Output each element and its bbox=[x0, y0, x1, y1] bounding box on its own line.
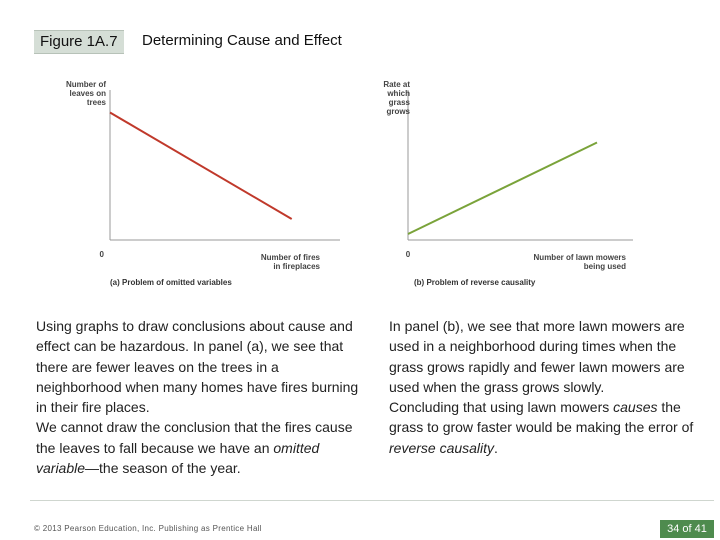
y-label-1: Number of bbox=[66, 80, 106, 89]
left-paragraph-1: Using graphs to draw conclusions about cause and effect can be hazardous. In panel (a), we see that there are fewer leaves on the trees in a neighborhood when many homes have fires burning in their fire places. bbox=[36, 318, 359, 416]
series-line-0 bbox=[408, 143, 597, 235]
right-p2-emphasis-2: reverse causality bbox=[389, 439, 495, 456]
chart-panel-a bbox=[40, 70, 360, 300]
left-p2-text-a: We cannot draw the conclusion that the fires cause the leaves to fall because we have an bbox=[36, 419, 353, 456]
y-label-2: which bbox=[387, 89, 410, 98]
y-label-3: grass bbox=[388, 98, 410, 107]
left-p2-emphasis: omitted variable bbox=[36, 439, 320, 477]
origin-label: 0 bbox=[405, 250, 411, 259]
right-p2-text-c: . bbox=[494, 439, 498, 456]
right-paragraph-1: In panel (b), we see that more lawn mowers are used in a neighborhood during times when the grass grows rapidly and fewer lawn mowers are used when the grass grows slowly. bbox=[389, 318, 685, 395]
chart-caption: (a) Problem of omitted variables bbox=[110, 278, 232, 287]
right-p2-text-a: Concluding that using lawn mowers bbox=[389, 399, 614, 416]
figure-title: Determining Cause and Effect bbox=[142, 32, 342, 49]
chart-b-svg bbox=[378, 70, 698, 300]
series-layer bbox=[408, 143, 597, 235]
left-paragraph-2 bbox=[36, 417, 366, 478]
series-layer bbox=[110, 113, 292, 220]
copyright-text: © 2013 Pearson Education, Inc. Publishing as Prentice Hall bbox=[34, 524, 262, 533]
origin-label: 0 bbox=[99, 250, 104, 259]
chart-panel-b bbox=[378, 70, 698, 300]
y-label-4: grows bbox=[386, 107, 410, 116]
chart-a-svg bbox=[40, 70, 360, 300]
y-label-3: trees bbox=[86, 98, 106, 107]
x-label-2: in fireplaces bbox=[273, 262, 320, 271]
y-label-2: leaves on bbox=[69, 89, 106, 98]
footer-divider bbox=[30, 500, 714, 501]
right-paragraph-2 bbox=[389, 397, 709, 458]
left-p2-text-b: —the season of the year. bbox=[85, 460, 241, 477]
chart-caption: (b) Problem of reverse causality bbox=[414, 278, 536, 287]
right-p2-emphasis-1: causes bbox=[613, 399, 658, 416]
x-label-1: Number of lawn mowers bbox=[533, 253, 626, 262]
y-label-1: Rate at bbox=[383, 80, 410, 89]
page-number-badge: 34 of 41 bbox=[660, 520, 714, 538]
explanation-right bbox=[389, 316, 709, 458]
x-label-2: being used bbox=[583, 262, 626, 271]
figure-label: Figure 1A.7 bbox=[34, 30, 124, 54]
explanation-left bbox=[36, 316, 366, 478]
right-p2-text-b: the grass to grow faster would be making the error of bbox=[389, 399, 694, 436]
x-label-1: Number of fires bbox=[260, 253, 320, 262]
series-line-0 bbox=[110, 113, 292, 220]
